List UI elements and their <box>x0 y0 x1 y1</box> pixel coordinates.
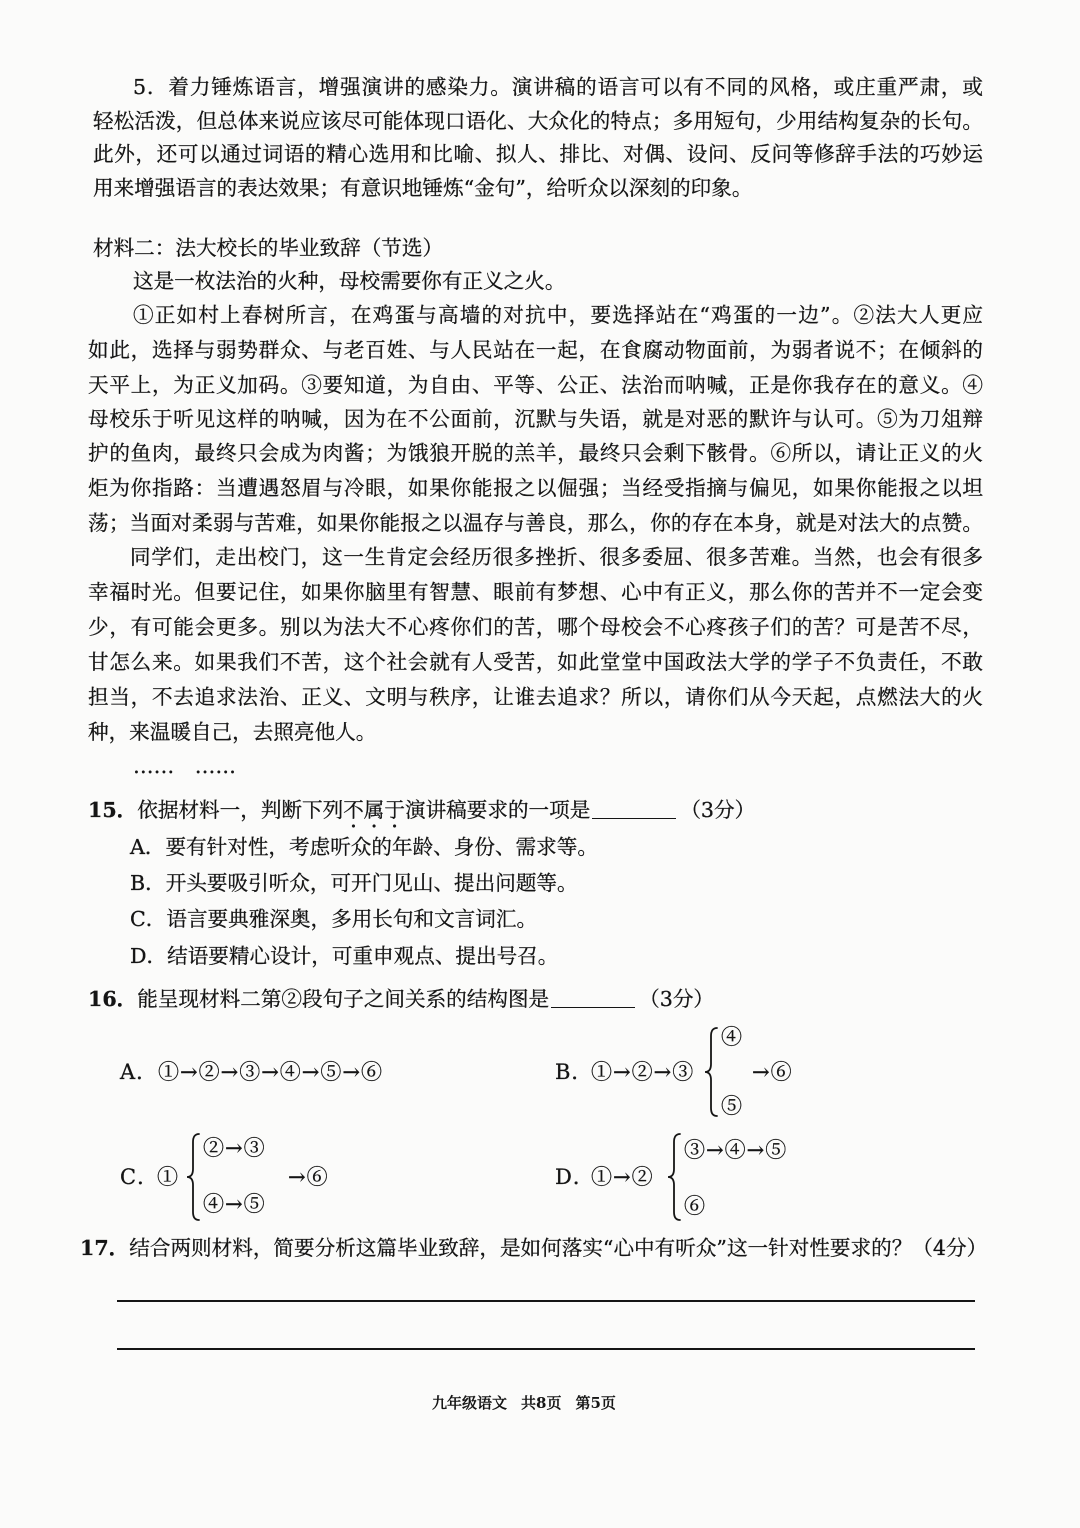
question-score: （3分） <box>639 987 715 1011</box>
point5-line: 5．着力锤炼语言，增强演讲的感染力。演讲稿的语言可以有不同的风格，或庄重严肃，或 <box>133 75 983 99</box>
question-16 <box>88 984 714 1014</box>
answer-blank <box>551 985 635 1008</box>
material2-paragraph1-line: 护的鱼肉，最终只会成为肉酱；为饿狼开脱的羔羊，最终只会剩下骸骨。⑥所以，请让正义的火 <box>88 441 983 465</box>
material2-title: 材料二：法大校长的毕业致辞（节选） <box>93 236 444 260</box>
material2-paragraph2-line: 少，有可能会更多。别以为法大不心疼你们的苦，哪个母校会不心疼孩子们的苦？可是苦不尽， <box>88 615 983 639</box>
diagram-c-tail: →⑥ <box>288 1165 329 1189</box>
material2-paragraph1-line: 如此，选择与弱势群众、与老百姓、与人民站在一起，在食腐动物面前，为弱者说不；在倾斜的 <box>88 338 983 362</box>
brace-path <box>705 1028 717 1116</box>
material2-paragraph2-line: 幸福时光。但要记住，如果你脑里有智慧、眼前有梦想、心中有正义，那么你的苦并不一定会变 <box>88 580 983 604</box>
question-score: （3分） <box>680 798 756 822</box>
diagram-b-branch-bottom: ⑤ <box>721 1094 743 1118</box>
question-text: 依据材料一，判断下列 <box>137 798 344 822</box>
question-text: 结合两则材料，简要分析这篇毕业致辞，是如何落实“心中有听众”这一针对性要求的？ <box>129 1236 913 1260</box>
question-number: 15． <box>88 798 138 822</box>
diagram-d-branch-bottom: ⑥ <box>684 1194 706 1218</box>
option-label: C． <box>130 907 167 931</box>
option-d <box>130 941 558 971</box>
brace-path <box>668 1134 680 1220</box>
material2-paragraph1-line: 荡；当面对柔弱与苦难，如果你能报之以温存与善良，那么，你的存在本身，就是对法大的点赞。 <box>88 511 983 535</box>
emphasized-text: 不属于 <box>343 798 405 822</box>
option-label: A． <box>130 835 166 859</box>
diagram-d-head: ①→② <box>591 1165 654 1189</box>
question-score: （4分） <box>912 1236 988 1260</box>
question-15 <box>88 795 755 825</box>
diagram-b-branch-top: ④ <box>721 1025 743 1049</box>
question-17 <box>80 1233 987 1263</box>
point5-line: 轻松活泼，但总体来说应该尽可能体现口语化、大众化的特点；多用短句，少用结构复杂的长句。 <box>93 109 983 133</box>
material2-paragraph1-line: 天平上，为正义加码。③要知道，为自由、平等、公正、法治而呐喊，正是你我存在的意义。④ <box>88 373 983 397</box>
answer-line <box>117 1300 975 1302</box>
option-text: 结语要精心设计，可重申观点、提出号召。 <box>167 944 559 968</box>
material2-paragraph1-line: 炬为你指路：当遭遇怒眉与冷眼，如果你能报之以倔强；当经受指摘与偏见，如果你能报之以坦 <box>88 476 983 500</box>
option-label: B． <box>130 871 166 895</box>
diagram-b-tail: →⑥ <box>752 1060 793 1084</box>
diagram-c-branch-bottom: ④→⑤ <box>203 1192 266 1216</box>
option-b <box>130 868 578 898</box>
brace <box>666 1132 682 1222</box>
answer-line <box>117 1348 975 1350</box>
material2-paragraph1-line: 母校乐于听见这样的呐喊，因为在不公面前，沉默与失语，就是对恶的默许与认可。⑤为刀俎辩 <box>88 407 983 431</box>
option-a <box>130 832 598 862</box>
diagram-c-head: ① <box>157 1165 179 1189</box>
diagram-b-head: ①→②→③ <box>591 1060 695 1084</box>
page-footer <box>432 1392 630 1414</box>
question-number: 17． <box>80 1236 130 1260</box>
diagram-b-label: B． <box>555 1060 594 1084</box>
brace-path <box>187 1134 199 1220</box>
diagram-c-label: C． <box>120 1165 160 1189</box>
diagram-d-branch-top: ③→④→⑤ <box>684 1138 788 1162</box>
footer-page-number: 第5页 <box>575 1394 616 1412</box>
brace <box>185 1132 201 1222</box>
question-text: 能呈现材料二第②段句子之间关系的结构图是 <box>137 987 550 1011</box>
question-number: 16． <box>88 987 138 1011</box>
material2-paragraph1-line: ①正如村上春树所言，在鸡蛋与高墙的对抗中，要选择站在“鸡蛋的一边”。②法大人更应 <box>133 303 983 327</box>
material2-intro: 这是一枚法治的火种，母校需要你有正义之火。 <box>133 269 566 293</box>
option-c <box>130 904 537 934</box>
brace <box>703 1026 719 1118</box>
material2-paragraph2-line: 甘怎么来。如果我们不苦，这个社会就有人受苦，如此堂堂中国政法大学的学子不负责任，不敢 <box>88 650 983 674</box>
option-text: 开头要吸引听众，可开门见山、提出问题等。 <box>165 871 578 895</box>
point5-line: 用来增强语言的表达效果；有意识地锤炼“金句”，给听众以深刻的印象。 <box>93 176 753 200</box>
option-text: 语言要典雅深奥，多用长句和文言词汇。 <box>166 907 538 931</box>
diagram-c-branch-top: ②→③ <box>203 1136 266 1160</box>
footer-total-pages: 共8页 <box>521 1394 562 1412</box>
diagram-a-label: A． <box>120 1060 159 1084</box>
option-text: 要有针对性，考虑听众的年龄、身份、需求等。 <box>165 835 598 859</box>
answer-blank <box>592 796 676 819</box>
material2-paragraph2-line: 种，来温暖自己，去照亮他人。 <box>88 720 377 744</box>
point5-line: 此外，还可以通过词语的精心选用和比喻、拟人、排比、对偶、设问、反问等修辞手法的巧妙运 <box>93 142 983 166</box>
question-text: 演讲稿要求的一项是 <box>404 798 591 822</box>
ellipsis: …… …… <box>133 754 236 778</box>
material2-paragraph2-line: 同学们，走出校门，这一生肯定会经历很多挫折、很多委屈、很多苦难。当然，也会有很多 <box>130 545 983 569</box>
option-label: D． <box>130 944 168 968</box>
footer-grade-subject: 九年级语文 <box>432 1394 508 1412</box>
diagram-d-label: D． <box>555 1165 595 1189</box>
diagram-a-chain: ①→②→③→④→⑤→⑥ <box>158 1060 383 1084</box>
material2-paragraph2-line: 担当，不去追求法治、正义、文明与秩序，让谁去追求？所以，请你们从今天起，点燃法大的火 <box>88 685 983 709</box>
